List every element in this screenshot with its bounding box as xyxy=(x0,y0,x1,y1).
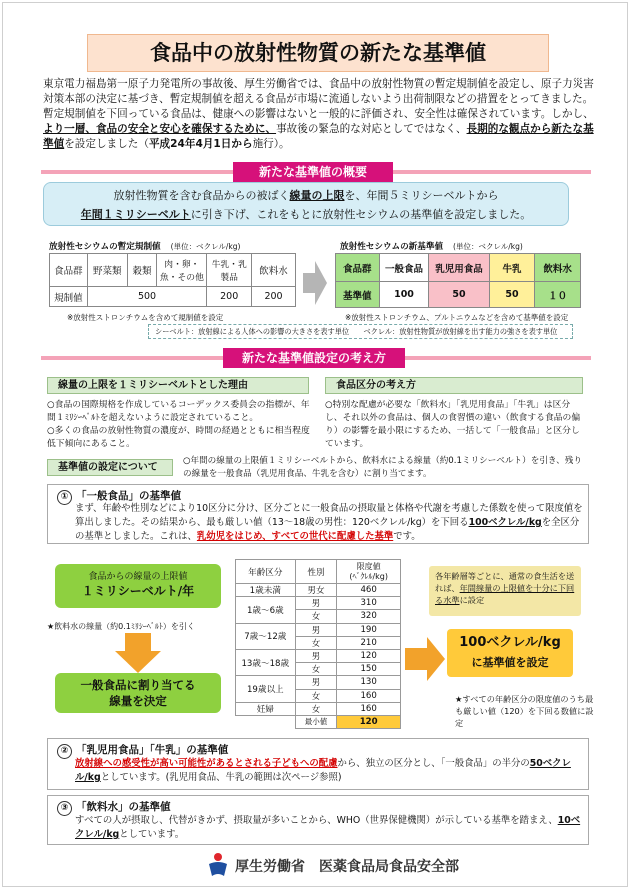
table-cell: 19歳以上 xyxy=(236,676,296,702)
down-arrow-icon xyxy=(115,633,161,673)
highlight-emphasis: 年間１ミリシーベルト xyxy=(80,208,191,221)
table-cell: 500 xyxy=(87,287,206,307)
table-header: 食品群 xyxy=(50,254,88,287)
table-cell: 160 xyxy=(337,702,401,715)
table-header: 牛乳 xyxy=(489,254,535,282)
setting-text: ○年間の線量の上限値１ミリシーベルトから、飲料水による線量（約0.1ミリシーベルト）を引き、残りの線量を一般食品（乳児用食品、牛乳を含む）に割り当てます。 xyxy=(183,456,582,479)
heading-text: 「乳児用食品」「牛乳」の基準値 xyxy=(76,744,229,756)
unit-definitions: シーベルト：放射線による人体への影響の大きさを表す単位 ベクレル：放射性物質が放射線を出す能力の強さを表す単位 xyxy=(148,324,573,339)
old-limits-table xyxy=(49,253,296,307)
body-emphasis: 10ベクレル/kg xyxy=(75,815,581,840)
table-cell: 女 xyxy=(295,636,337,649)
body-text: から、独立の区分とし、「一般食品」の半分の xyxy=(337,758,530,769)
table-header: 飲料水 xyxy=(252,254,296,287)
section-header-overview xyxy=(41,162,591,182)
drinking-water-text xyxy=(75,814,585,842)
table-cell: 女 xyxy=(295,689,337,702)
intro-text: を設定しました（ xyxy=(64,138,149,150)
reason-category-heading: 食品区分の考え方 xyxy=(325,377,583,394)
table-cell: 男 xyxy=(295,649,337,662)
highlight-text: に引き下げ、これをもとに放射性セシウムの基準値を設定しました。 xyxy=(190,208,532,221)
allocation-box xyxy=(55,673,221,713)
table-cell: 50 xyxy=(429,282,489,308)
body-emphasis: 50ベクレル/kg xyxy=(75,758,571,783)
document-page xyxy=(2,2,628,887)
table-header: 年齢区分 xyxy=(236,560,296,584)
box-text: に基準値を設定 xyxy=(471,656,549,669)
table-cell: 1歳～6歳 xyxy=(236,597,296,623)
infant-milk-text xyxy=(75,757,585,785)
table-header: 肉・卵・魚・その他 xyxy=(157,254,207,287)
table-header: 一般食品 xyxy=(379,254,429,282)
table-cell: 13歳～18歳 xyxy=(236,649,296,675)
section-header-approach xyxy=(41,348,591,368)
heading-text: 「飲料水」の基準値 xyxy=(76,801,171,813)
drink-water-note: ★飲料水の線量（約0.1ﾐﾘｼｰﾍﾞﾙﾄ）を引く xyxy=(47,622,195,631)
bullet-text: ○多くの食品の放射性物質の濃度が、時間の経過とともに相当程度低下傾向にあること。 xyxy=(47,426,310,449)
general-food-text xyxy=(75,502,585,544)
note-text: に設定 xyxy=(459,595,485,605)
table-cell: 120 xyxy=(337,649,401,662)
table-cell: 200 xyxy=(252,287,296,307)
caption-text: 放射性セシウムの新基準値 xyxy=(340,242,444,252)
item-number: ③ xyxy=(57,801,72,816)
body-text: としています。(乳児用食品、牛乳の範囲は次ページ参照) xyxy=(100,772,342,783)
table-cell: 男 xyxy=(295,597,337,610)
note-text: 各年齢層等ごとに、通常の食生活を送れば、 xyxy=(435,571,575,593)
table-cell: 女 xyxy=(295,610,337,623)
intro-text: 東京電力福島第一原子力発電所の事故後、厚生労働省では、食品中の放射性物質の暫定規制値を設定し、原子力災害対策本部の決定に基づき、暫定規制値を超える食品が市場に流通しないよう出荷制限などの措置をとってきました。暫定規制値を下回っている食品は、健康への影響はないと一般的に評価され、安全性は確保されています。しかし、 xyxy=(43,78,594,120)
new-table-caption xyxy=(340,240,523,252)
box-text: 一般食品に割り当てる xyxy=(80,678,196,692)
setting-heading: 基準値の設定について xyxy=(47,459,173,476)
body-text: まず、年齢や性別などにより10区分に分け、区分ごとに一般食品の摂取量と体格や代謝を考慮した係数を使って限度値を算出しました。その結果から、最も厳しい値（13～18歳の男性：120ベクレル/kg）を下回る xyxy=(75,503,583,528)
age-limit-table xyxy=(235,559,401,729)
reason-dose-text xyxy=(47,399,315,451)
table-cell: 200 xyxy=(207,287,252,307)
table-header: 乳児用食品 xyxy=(429,254,489,282)
table-cell: 210 xyxy=(337,636,401,649)
body-text: すべての人が摂取し、代替がきかず、摂取量が多いことから、WHO（世界保健機関）が示している基準を踏まえ、 xyxy=(75,815,558,826)
highlight-emphasis: 線量の上限 xyxy=(289,189,345,202)
table-cell: 7歳～12歳 xyxy=(236,623,296,649)
body-text: としています。 xyxy=(119,829,185,840)
intro-text: 事故後の緊急的な対応としてではなく、 xyxy=(276,123,467,135)
table-header: 牛乳・乳製品 xyxy=(207,254,252,287)
body-emphasis: 100ベクレル/kg xyxy=(468,517,542,528)
intro-emphasis: 長期的な観点から新たな基準値 xyxy=(43,123,594,150)
section-label: 新たな基準値設定の考え方 xyxy=(223,348,405,368)
old-table-caption xyxy=(49,240,240,252)
bullet-text: ○食品の国際規格を作成しているコーデックス委員会の指標が、年間１ﾐﾘｼｰﾍﾞﾙﾄを超えないように設定されていること。 xyxy=(47,400,310,423)
min-value: 120 xyxy=(337,715,401,728)
item-number: ① xyxy=(57,490,72,505)
table-cell: 190 xyxy=(337,623,401,636)
table-cell: 男 xyxy=(295,676,337,689)
box-text: １ミリシーベルト/年 xyxy=(81,584,195,598)
box-text: 食品からの線量の上限値 xyxy=(88,572,188,582)
table-header: 飲料水 xyxy=(535,254,581,282)
dose-limit-box xyxy=(55,564,221,608)
heading-text: 「一般食品」の基準値 xyxy=(76,490,181,502)
section-label: 新たな基準値の概要 xyxy=(233,162,393,182)
note-emphasis: 年間線量の上限値を十分に下回る水準 xyxy=(435,583,575,605)
table-cell: 1歳未満 xyxy=(236,584,296,597)
old-table-note: ※放射性ストロンチウムを含めて規制値を設定 xyxy=(67,313,224,322)
table-header: 性別 xyxy=(295,560,337,584)
body-text: です。 xyxy=(393,531,421,542)
table-cell: 男女 xyxy=(295,584,337,597)
intro-text: 施行）。 xyxy=(252,138,290,150)
lowest-value-note: ★すべての年齢区分の限度値のうち最も厳しい値（120）を下回る数値に設定 xyxy=(455,694,594,728)
body-red-emphasis: 乳幼児をはじめ、すべての世代に配慮した基準 xyxy=(196,531,394,542)
reason-dose-heading: 線量の上限を１ミリシーベルトとした理由 xyxy=(47,377,309,394)
intro-date: 平成24年4月1日から xyxy=(148,138,253,150)
body-red-emphasis: 放射線への感受性が高い可能性があるとされる子どもへの配慮 xyxy=(75,758,338,769)
table-cell: 女 xyxy=(295,702,337,715)
new-standards-table xyxy=(335,253,581,308)
new-table-note: ※放射性ストロンチウム、プルトニウムなどを含めて基準値を設定 xyxy=(345,313,569,322)
box-text: 線量を決定 xyxy=(109,694,167,708)
min-label: 最小値 xyxy=(295,715,337,728)
table-cell: 310 xyxy=(337,597,401,610)
intro-paragraph xyxy=(43,77,603,152)
table-cell: 160 xyxy=(337,689,401,702)
table-row-label: 基準値 xyxy=(336,282,380,308)
body-text: を全区分の基準としました。これは、 xyxy=(75,517,580,542)
footer-ministry-name: 厚生労働省 医薬食品局食品安全部 xyxy=(235,859,459,875)
box-text: 100ベクレル/kg xyxy=(459,635,561,650)
caption-text: 放射性セシウムの暫定規制値 xyxy=(49,242,161,252)
table-header: 野菜類 xyxy=(87,254,127,287)
right-arrow-icon xyxy=(303,259,327,307)
reason-category-text xyxy=(325,399,587,451)
item-number: ② xyxy=(57,744,72,759)
table-cell: 妊婦 xyxy=(236,702,296,715)
table-cell: 320 xyxy=(337,610,401,623)
table-cell: 男 xyxy=(295,623,337,636)
table-header: 穀類 xyxy=(127,254,157,287)
table-row-label: 規制値 xyxy=(50,287,88,307)
highlight-text: を、年間５ミリシーベルトから xyxy=(344,189,499,202)
table-cell: 460 xyxy=(337,584,401,597)
intro-emphasis: より一層、食品の安全と安心を確保するために、 xyxy=(43,123,277,135)
right-arrow-icon xyxy=(405,637,445,681)
age-note-box xyxy=(429,566,581,616)
table-header: (ﾍﾞｸﾚﾙ/kg) xyxy=(349,571,388,581)
table-cell: 130 xyxy=(337,676,401,689)
page-title: 食品中の放射性物質の新たな基準値 xyxy=(87,34,549,72)
table-cell: １０ xyxy=(535,282,581,308)
table-cell: 50 xyxy=(489,282,535,308)
highlight-text: 放射性物質を含む食品からの被ばく xyxy=(113,189,290,202)
table-cell: 100 xyxy=(379,282,429,308)
unit-text: (単位：ベクレル/kg) xyxy=(453,242,523,251)
standard-result-box xyxy=(447,629,573,677)
unit-text: (単位：ベクレル/kg) xyxy=(170,242,241,251)
bullet-text: ○特別な配慮が必要な「飲料水」「乳児用食品」「牛乳」は区分し、それ以外の食品は、個人の食習慣の違い（飲食する食品の偏り）の影響を最小限にするため、一括して「一般食品」と区分しています。 xyxy=(325,400,581,449)
table-header: 限度値 xyxy=(356,561,381,571)
table-cell: 150 xyxy=(337,663,401,676)
table-header: 食品群 xyxy=(336,254,380,282)
highlight-box xyxy=(43,182,569,226)
table-cell: 女 xyxy=(295,663,337,676)
ministry-logo-icon xyxy=(206,852,230,878)
